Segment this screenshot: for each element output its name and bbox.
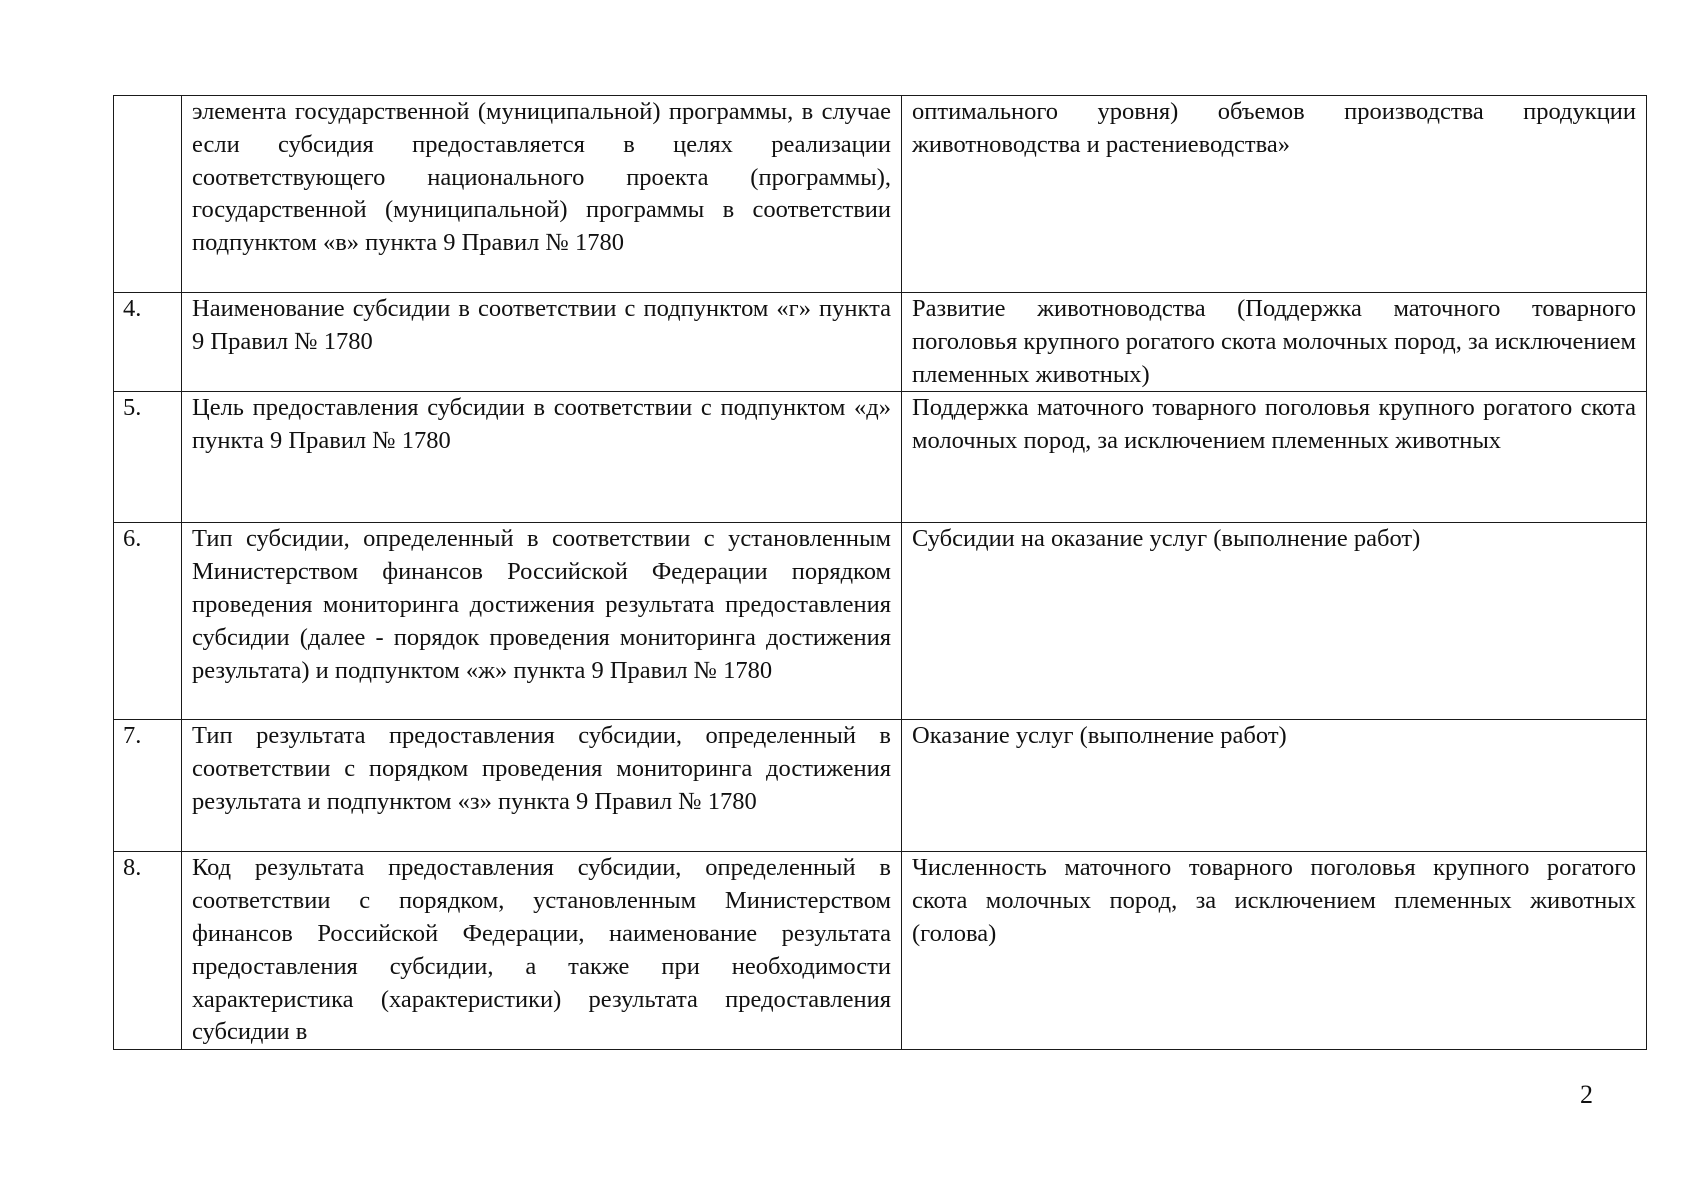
row-description: Код результата предоставления субсидии, определенный в соответствии с порядком, установленным Министерством финансов Российской Федерации, наименование результата предоставления субсидии, а также при необходимости характеристика (характеристики) результата предоставления субсидии в [182, 852, 902, 1050]
row-description: элемента государственной (муниципальной) программы, в случае если субсидия предоставляется в целях реализации соответствующего национального проекта (программы), государственной (муниципальной) программы в соответствии подпунктом «в» пункта 9 Правил № 1780 [182, 96, 902, 293]
row-number: 4. [114, 293, 182, 392]
row-number: 5. [114, 392, 182, 523]
row-description: Тип субсидии, определенный в соответствии с установленным Министерством финансов Российской Федерации порядком проведения мониторинга достижения результата предоставления субсидии (далее - порядок проведения мониторинга достижения результата) и подпунктом «ж» пункта 9 Правил № 1780 [182, 523, 902, 720]
row-value: оптимального уровня) объемов производства продукции животноводства и растениеводства» [902, 96, 1647, 293]
table-row [114, 852, 1647, 1050]
row-number [114, 96, 182, 293]
row-value: Развитие животноводства (Поддержка маточного товарного поголовья крупного рогатого скота молочных пород, за исключением племенных животных) [902, 293, 1647, 392]
row-value: Поддержка маточного товарного поголовья крупного рогатого скота молочных пород, за исключением племенных животных [902, 392, 1647, 523]
row-number: 8. [114, 852, 182, 1050]
table-row [114, 720, 1647, 852]
table-row [114, 523, 1647, 720]
row-number: 6. [114, 523, 182, 720]
table-row [114, 96, 1647, 293]
table-row [114, 293, 1647, 392]
table-row [114, 392, 1647, 523]
row-number: 7. [114, 720, 182, 852]
row-value: Субсидии на оказание услуг (выполнение работ) [902, 523, 1647, 720]
page-number: 2 [1580, 1080, 1593, 1109]
subsidy-table [113, 95, 1647, 1050]
row-description: Цель предоставления субсидии в соответствии с подпунктом «д» пункта 9 Правил № 1780 [182, 392, 902, 523]
row-value: Численность маточного товарного поголовья крупного рогатого скота молочных пород, за исключением племенных животных (голова) [902, 852, 1647, 1050]
row-description: Тип результата предоставления субсидии, определенный в соответствии с порядком проведения мониторинга достижения результата и подпунктом «з» пункта 9 Правил № 1780 [182, 720, 902, 852]
row-value: Оказание услуг (выполнение работ) [902, 720, 1647, 852]
row-description: Наименование субсидии в соответствии с подпунктом «г» пункта 9 Правил № 1780 [182, 293, 902, 392]
